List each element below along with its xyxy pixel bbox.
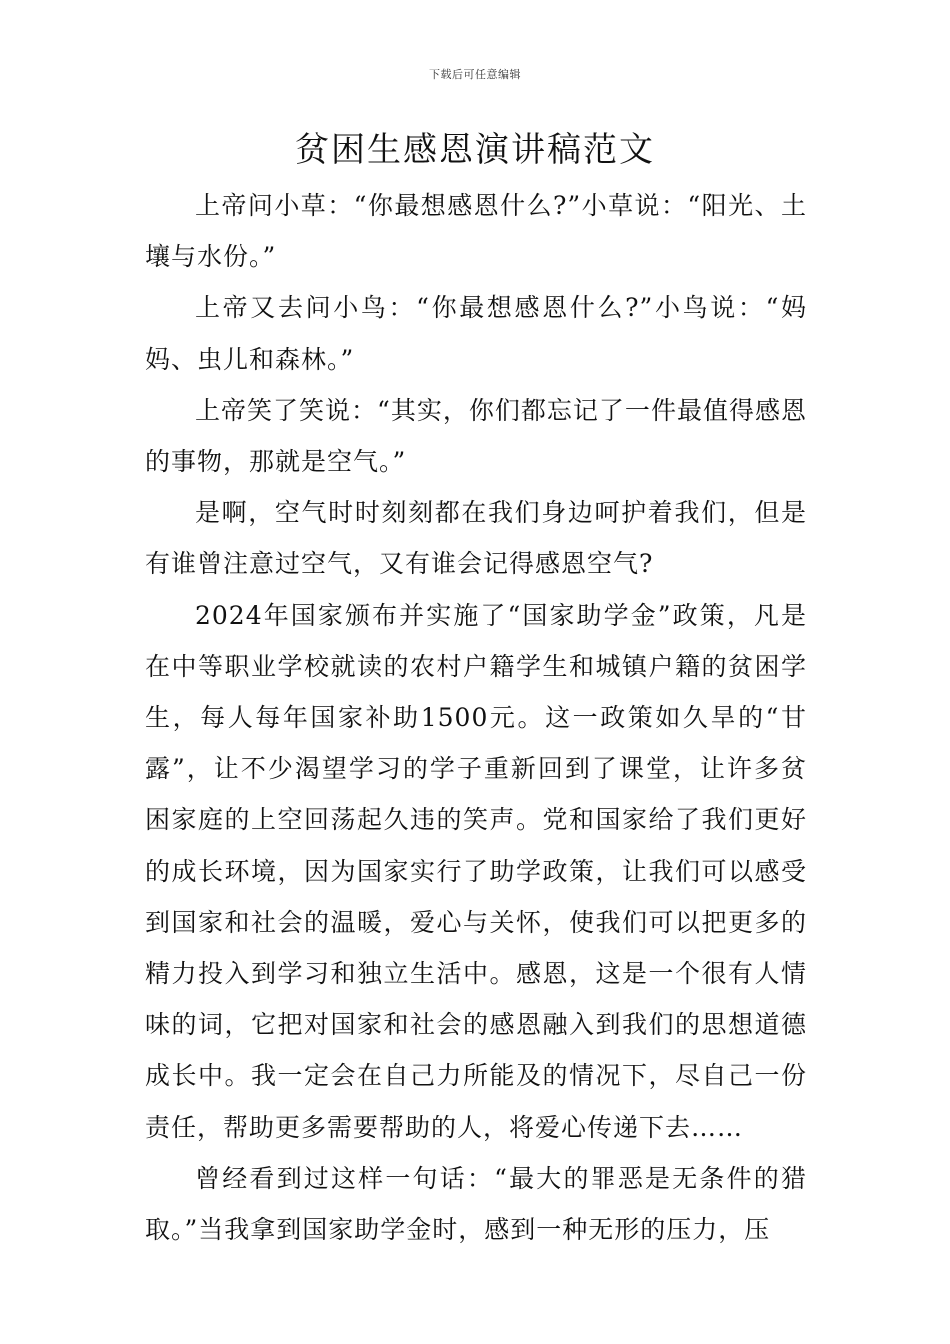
paragraph-2: 上帝又去问小鸟：“你最想感恩什么?”小鸟说：“妈妈、虫儿和森林。” <box>145 293 807 374</box>
header-note: 下载后可任意编辑 <box>429 68 521 81</box>
document-title: 贫困生感恩演讲稿范文 <box>295 130 655 170</box>
paragraph-1: 上帝问小草：“你最想感恩什么?”小草说：“阳光、土壤与水份。” <box>145 191 807 272</box>
paragraph-5: 2024年国家颁布并实施了“国家助学金”政策，凡是在中等职业学校就读的农村户籍学生和城镇户籍的贫困学生，每人每年国家补助1500元。这一政策如久旱的“甘露”，让不少渴望学习的学子重新回到了课堂，让许多贫困家庭的上空回荡起久违的笑声。党和国家给了我们更好的成长环境，因为国家实行了助学政策，让我们可以感受到国家和社会的温暖，爱心与关怀，使我们可以把更多的精力投入到学习和独立生活中。感恩，这是一个很有人情味的词，它把对国家和社会的感恩融入到我们的思想道德成长中。我一定会在自己力所能及的情况下，尽自己一份责任，帮助更多需要帮助的人，将爱心传递下去…… <box>145 600 807 1142</box>
paragraph-3: 上帝笑了笑说：“其实，你们都忘记了一件最值得感恩的事物，那就是空气。” <box>145 395 807 477</box>
paragraph-4: 是啊，空气时时刻刻都在我们身边呵护着我们，但是有谁曾注意过空气，又有谁会记得感恩空气? <box>145 498 807 579</box>
document-body <box>145 180 807 1255</box>
paragraph-6: 曾经看到过这样一句话：“最大的罪恶是无条件的猎取。”当我拿到国家助学金时，感到一种无形的压力，压 <box>145 1163 807 1245</box>
